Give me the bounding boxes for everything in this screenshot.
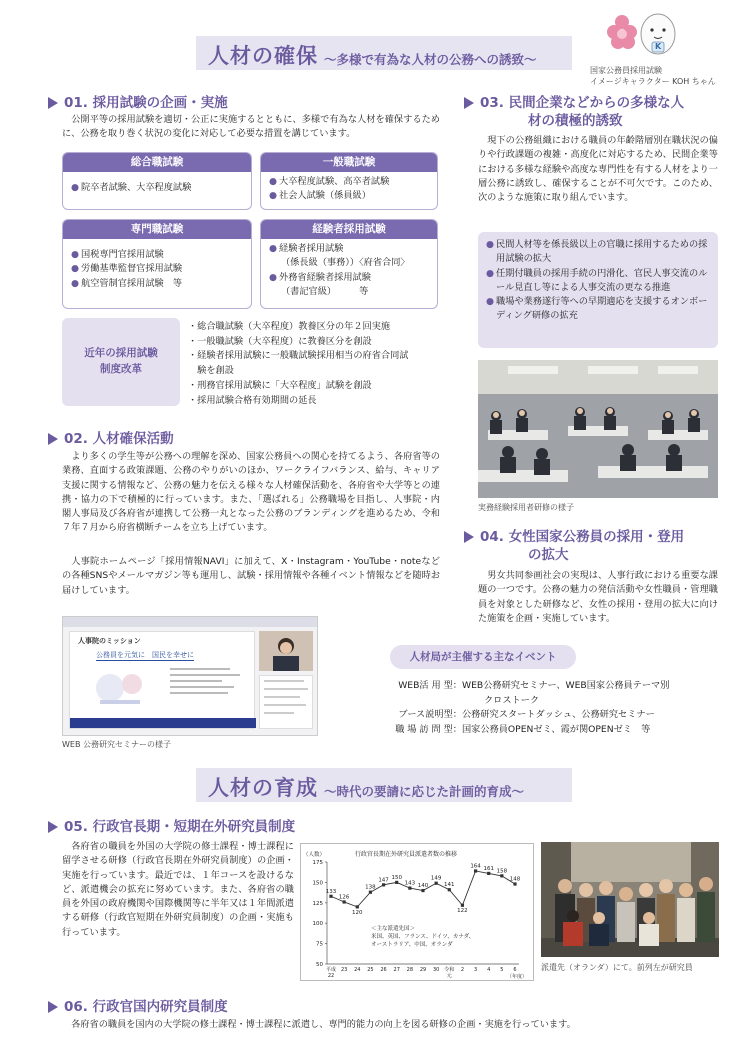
chart-note-line1: 米国、英国、フランス、ドイツ、カナダ、 [371, 934, 475, 940]
triangle-bullet-icon [464, 97, 474, 109]
chart-x-tick-label: 4 [487, 967, 491, 973]
chart-x-tick-label: 平成 [325, 967, 337, 973]
chart-note-line2: オーストラリア、中国、オランダ [371, 942, 453, 948]
reform-item: ・一般職試験（大卒程度）に教養区分を創設 [188, 335, 372, 347]
reform-item: ・採用試験合格有効期間の延長 [188, 394, 317, 406]
exam-box-title: 一般職試験 [261, 153, 437, 172]
chart-data-label: 164 [470, 863, 481, 870]
reform-item: ・総合職試験（大卒程度）教養区分の年２回実施 [188, 321, 391, 332]
triangle-bullet-icon [48, 97, 58, 109]
netherlands-photo-caption: 派遣先（オランダ）にて。前列左が研究員 [541, 963, 693, 972]
chart-data-label: 148 [509, 876, 521, 883]
chart-x-tick-label: 5 [500, 967, 504, 973]
exam-item: ● 労働基準監督官採用試験 [71, 263, 183, 275]
event-row: 職 場 訪 問 型： 国家公務員OPENゼミ、霞が関OPENゼミ 等 [395, 724, 651, 736]
chart-point [408, 887, 411, 890]
mascot-caption-line1: 国家公務員採用試験 [590, 66, 662, 75]
events-list [388, 679, 728, 738]
exam-item: ● 国税専門官採用試験 [71, 249, 164, 260]
chart-point [369, 891, 372, 894]
chart-point [435, 882, 438, 885]
exam-box-sogo [62, 152, 252, 210]
chart-data-label: 150 [391, 874, 402, 881]
chart-data-label: 122 [457, 908, 468, 915]
s02-body2: 人事院ホームページ「採用情報NAVI」に加えて、X・Instagram・YouTube・noteなどの各種SNSやメールマガジン等も運用し、試験・採用情報や各種イベント情報などを随時お届けしています。 [62, 556, 440, 596]
chart-point [448, 888, 451, 891]
exam-item-sub: （係長級（事務））〈府省合同〉 [281, 257, 410, 269]
seminar-caption: WEB 公務研究セミナーの様子 [62, 740, 171, 749]
section-subtitle: ～多様で有為な人材の公務への誘致～ [324, 52, 537, 67]
triangle-bullet-icon [48, 433, 58, 445]
measure-item: ● 職場や業務遂行等への早期適応を支援するオンボーディング研修の拡充 [486, 296, 708, 322]
chart-data-label: 141 [444, 882, 455, 889]
chart-x-tick-label: 2 [460, 967, 465, 973]
chart-point [421, 889, 424, 892]
s05-body: 各府省の職員を外国の大学院の修士課程・博士課程に留学させる研修（行政官長期在外研究員制度）の企画・実施を行っています。最近では、１年コースを設けるなど、派遣機会の拡充に努めています。また、各府省の職員を外国の政府機関や国際機関等に半年又は１年間派遣する研修（行政官短期在外研究員制度）の企画・実施も行っています。 [62, 841, 294, 938]
exam-item: ● 経験者採用試験 [269, 243, 344, 254]
chart-data-label: 158 [496, 868, 508, 875]
reform-label-line2: 制度改革 [100, 363, 142, 375]
chart-x-tick-label: 28 [406, 967, 414, 973]
section-subtitle: ～時代の要請に応じた計画的育成～ [324, 784, 525, 799]
triangle-bullet-icon [48, 821, 58, 833]
chart-point [513, 882, 516, 885]
heading-06 [48, 998, 468, 1016]
chart-point [382, 883, 385, 886]
chart-y-tick-label: 175 [312, 860, 323, 866]
exam-item: ● 社会人試験（係員級） [269, 190, 371, 202]
exam-item: ● 院卒者試験、大卒程度試験 [71, 182, 192, 193]
chart-note-title: ＜主な派遣先国＞ [371, 926, 416, 932]
chart-data-label: 140 [417, 883, 429, 890]
mascot-caption [590, 66, 740, 88]
s01-body: 公開平等の採用試験を適切・公正に実施するとともに、多様で有為な人材を確保するために、公務を取り巻く状況の変化に対応して必要な措置を講じています。 [62, 114, 440, 140]
section-title: 人材の確保 [208, 44, 318, 68]
chart-x-tick-label: 25 [367, 967, 374, 973]
heading-01 [48, 94, 448, 112]
events-label: 人材局が主催する主なイベント [390, 645, 576, 669]
exam-item: ● 航空管制官採用試験 等 [71, 277, 183, 289]
chart-data-label: 138 [365, 884, 376, 891]
exam-item-sub: （書記官級） 等 [281, 285, 369, 297]
chart-x-tick-label: 6 [513, 967, 517, 973]
chart-x-tick-label: 27 [393, 967, 400, 973]
chart-y-tick-label: 100 [312, 921, 323, 928]
chart-point [500, 874, 503, 877]
chart-ylabel: （人数） [303, 852, 326, 858]
heading-04-text: 04. 女性国家公務員の採用・登用 の拡大 [480, 529, 685, 564]
heading-06-text: 06. 行政官国内研究員制度 [64, 999, 228, 1015]
heading-05 [48, 818, 468, 836]
chart-data-label: 149 [430, 875, 442, 882]
reform-list [188, 320, 444, 408]
reform-item: ・刑務官採用試験に「大卒程度」試験を創設 [188, 379, 372, 391]
mascot-koh [604, 6, 688, 66]
chart-data-label: 143 [404, 880, 416, 887]
chart-xunit: （年度） [507, 974, 528, 980]
heading-05-text: 05. 行政官長期・短期在外研究員制度 [64, 819, 296, 835]
chart-point [356, 905, 359, 908]
chart-x-tick-label: 30 [432, 967, 440, 973]
measure-item: ● 民間人材等を係長級以上の官職に採用するための採用試験の拡大 [486, 239, 708, 265]
exam-box-title: 専門職試験 [63, 220, 251, 239]
exam-item: ● 外務省経験者採用試験 [269, 271, 371, 283]
chart-point [329, 895, 332, 898]
triangle-bullet-icon [48, 1001, 58, 1013]
reform-item: ・経験者採用試験に一般職試験採用相当の府省合同試 [188, 350, 409, 362]
exam-box-title: 総合職試験 [63, 153, 251, 172]
exam-box-keikensha [260, 219, 438, 309]
event-row: クロストーク [484, 694, 540, 706]
heading-02 [48, 430, 448, 448]
netherlands-photo [541, 842, 719, 957]
chart-x-tick-label: 3 [473, 967, 478, 973]
chart-svg [301, 844, 533, 980]
s03-body: 現下の公務組織における職員の年齢階層別在職状況の偏りや行政課題の複雑・高度化に対応するため、民間企業等における多様な経験や高度な専門性を有する人材をより一層公務に誘致し、確保することが不可欠です。このため、次のような施策に取り組んでいます。 [478, 135, 718, 203]
chart-x-tick-label: 24 [354, 967, 361, 973]
event-row: WEB活 用 型： WEB公務研究セミナー、WEB国家公務員テーマ別 [398, 680, 670, 691]
chart-y-tick-label: 50 [316, 962, 323, 968]
chart-x-tick-label: 26 [380, 967, 387, 973]
heading-03-text: 03. 民間企業などからの多様な人 材の積極的誘致 [480, 95, 685, 130]
chart-point [395, 881, 398, 884]
chart-point [461, 904, 464, 907]
chart-data-label: 133 [325, 888, 337, 895]
section-banner-development [196, 768, 572, 802]
measure-item: ● 任期付職員の採用手続の円滑化、官民人事交流のルール見直し等による人事交流の更なる推進 [486, 267, 708, 293]
chart-data-label: 161 [483, 865, 494, 872]
heading-04 [464, 528, 734, 564]
chart-y-tick-label: 75 [316, 941, 323, 948]
chart-x-tick-label: 元 [446, 973, 452, 979]
event-row: ブース説明型： 公務研究スタートダッシュ、公務研究セミナー [398, 709, 655, 721]
chart-title: 行政官長期在外研究員派遣者数の推移 [355, 851, 458, 858]
s03-measures-box [478, 232, 718, 348]
s04-body: 男女共同参画社会の実現は、人事行政における重要な課題の一つです。公務の魅力の発信活動や女性職員・管理職員を対象とした研修など、女性の採用・登用の拡大に向けた施策を企画・実施しています。 [478, 570, 718, 624]
chart-x-tick-label: 令和 [444, 967, 455, 973]
reform-label-box [62, 318, 180, 406]
triangle-bullet-icon [464, 531, 474, 543]
s02-body1: より多くの学生等が公務への理解を深め、国家公務員への関心を持てるよう、各府省等の業務、直面する政策課題、公務のやりがいのほか、ワークライフバランス、給与、キャリア支援に関する情報など、公務の魅力を伝える様々な人材確保活動を、各府省や大学等との連携・協力の下で積極的に行っています。また、「選ばれる」公務職場を目指し、人事院・内閣人事局及び各府省が連携して公務一丸となった公務のブランディングを進めるため、令和７年７月から府省横断チームを立ち上げています。 [62, 451, 440, 534]
exam-box-title: 経験者採用試験 [261, 220, 437, 239]
s06-body: 各府省の職員を国内の大学院の修士課程・博士課程に派遣し、専門的能力の向上を図る研修の企画・実施を行っています。 [71, 1019, 576, 1030]
screenshot-subtitle: 公務員を元気に 国民を幸せに [96, 651, 194, 659]
section-title: 人材の育成 [208, 776, 318, 800]
chart-data-label: 126 [338, 894, 350, 901]
chart-x-tick-label: 23 [340, 967, 348, 973]
chart-point [474, 869, 477, 872]
exam-box-senmon [62, 219, 252, 309]
heading-03 [464, 94, 734, 130]
screenshot-title: 人事院のミッション [78, 637, 141, 645]
training-photo [478, 360, 718, 498]
section-banner-recruitment [196, 36, 572, 70]
chart-x-tick-label: 29 [419, 967, 427, 973]
training-photo-caption: 実務経験採用者研修の様子 [478, 503, 574, 512]
heading-01-text: 01. 採用試験の企画・実施 [64, 95, 228, 111]
heading-02-text: 02. 人材確保活動 [64, 431, 174, 447]
reform-item: 験を創設 [188, 365, 234, 377]
mascot-badge: K [655, 42, 662, 51]
chart-point [487, 872, 490, 875]
reform-label-line1: 近年の採用試験 [84, 347, 158, 360]
exam-item: ● 大卒程度試験、高卒者試験 [269, 176, 390, 187]
mascot-caption-line2: イメージキャラクター KOH ちゃん [590, 76, 716, 86]
chart-y-tick-label: 150 [312, 880, 323, 887]
chart-data-label: 120 [352, 909, 363, 916]
chart-x-tick-label: 22 [327, 973, 335, 979]
dispatch-chart [300, 843, 534, 981]
seminar-screenshot [62, 616, 318, 736]
chart-data-label: 147 [378, 877, 389, 884]
chart-y-tick-label: 125 [312, 900, 323, 907]
exam-box-ippan [260, 152, 438, 210]
chart-point [343, 900, 346, 903]
